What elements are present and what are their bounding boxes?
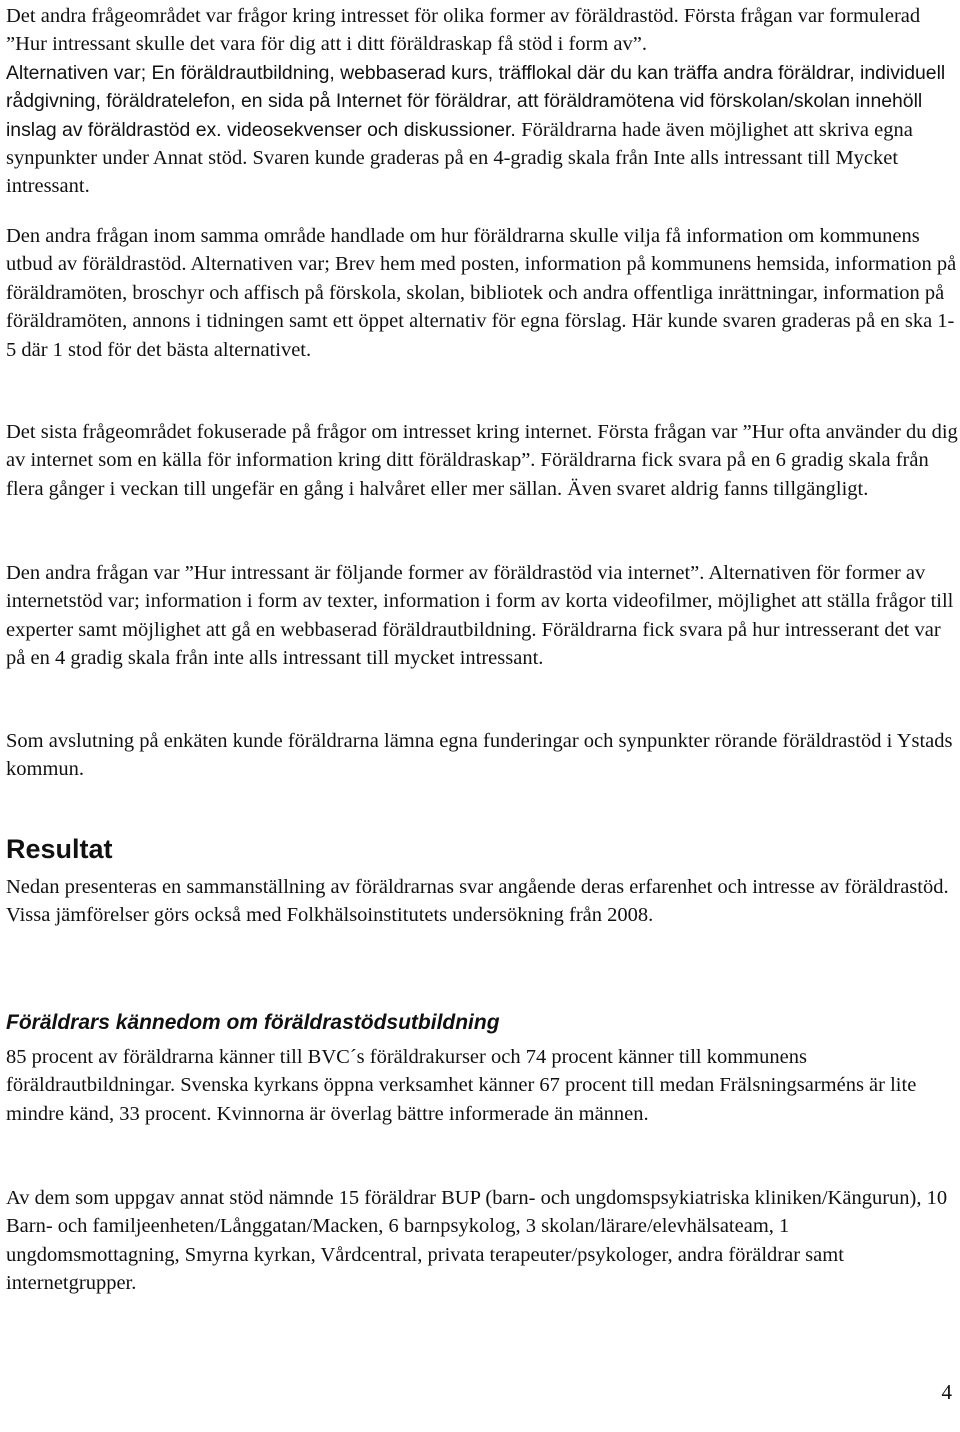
- paragraph-awareness-stats: 85 procent av föräldrarna känner till BVC´s föräldrakurser och 74 procent känner till kommunens föräldrautbildningar. Svenska kyrkans öppna verksamhet känner 67 procent till medan Frälsningsarméns är lite mindre känd, 33 procent. Kvinnorna är överlag bättre informerade än männen.: [6, 1046, 917, 1125]
- paragraph-closing: Som avslutning på enkäten kunde föräldrarna lämna egna funderingar och synpunkter rörande föräldrastöd i Ystads kommun.: [6, 730, 953, 781]
- paragraph-results-intro: Nedan presenteras en sammanställning av föräldrarnas svar angående deras erfarenhet och intresse av föräldrastöd. Vissa jämförelser görs också med Folkhälsoinstitutets undersökning från 2008.: [6, 876, 949, 927]
- heading-resultat: Resultat: [6, 834, 113, 864]
- paragraph-alternatives-text: Alternativen var; En föräldrautbildning, webbaserad kurs, träfflokal där du kan träffa andra föräldrar, individuell rådgivning, föräldratelefon, en sida på Internet för föräldrar, att föräldramötena vid förskolan/skolan innehöll inslag av föräldrastöd ex. videosekvenser och diskussioner.: [6, 61, 946, 141]
- page-number: 4: [941, 1380, 952, 1404]
- heading-parent-awareness: Föräldrars kännedom om föräldrastödsutbildning: [6, 1011, 500, 1034]
- paragraph-internet-forms: Den andra frågan var ”Hur intressant är följande former av föräldrastöd via internet”. Alternativen för former av internetstöd var; information i form av texter, information i form av korta videofilmer, möjlighet att ställa frågor till experter samt möjlighet att gå en webbaserad föräldrautbildning. Föräldrarna fick svara på hur intresserant det var på en 4 gradig skala från inte alls intressant till mycket intressant.: [6, 562, 954, 670]
- paragraph-question-area-support: [6, 2, 958, 201]
- paragraph-other-support: Av dem som uppgav annat stöd nämnde 15 föräldrar BUP (barn- och ungdomspsykiatriska kliniken/Kängurun), 10 Barn- och familjeenheten/Långgatan/Macken, 6 barnpsykolog, 3 skolan/lärare/elevhälsateam, 1 ungdomsmottagning, Smyrna kyrkan, Vårdcentral, privata terapeuter/psykologer, andra föräldrar samt internetgrupper.: [6, 1187, 948, 1295]
- paragraph-intro-text: Det andra frågeområdet var frågor kring intresset för olika former av föräldrastöd. Första frågan var formulerad ”Hur intressant skulle det vara för dig att i ditt föräldraskap få stöd i form av”.: [6, 5, 921, 56]
- paragraph-internet-question: Det sista frågeområdet fokuserade på frågor om intresset kring internet. Första frågan var ”Hur ofta använder du dig av internet som en källa för information kring ditt föräldraskap”. Föräldrarna fick svara på en 6 gradig skala från flera gånger i veckan till ungefär en gång i halvåret eller mer sällan. Även svaret aldrig fanns tillgängligt.: [6, 421, 958, 500]
- paragraph-scale-text: Föräldrarna hade även möjlighet att skriva egna synpunkter under Annat stöd. Svaren kunde graderas på en 4-gradig skala från Inte alls intressant till Mycket intressant.: [6, 118, 913, 198]
- paragraph-information-question: Den andra frågan inom samma område handlade om hur föräldrarna skulle vilja få information om kommunens utbud av föräldrastöd. Alternativen var; Brev hem med posten, information på kommunens hemsida, information på föräldramöten, broschyr och affisch på förskola, skolan, bibliotek och andra offentliga inrättningar, information på föräldramöten, annons i tidningen samt ett öppet alternativ för egna förslag. Här kunde svaren graderas på en ska 1-5 där 1 stod för det bästa alternativet.: [6, 225, 957, 361]
